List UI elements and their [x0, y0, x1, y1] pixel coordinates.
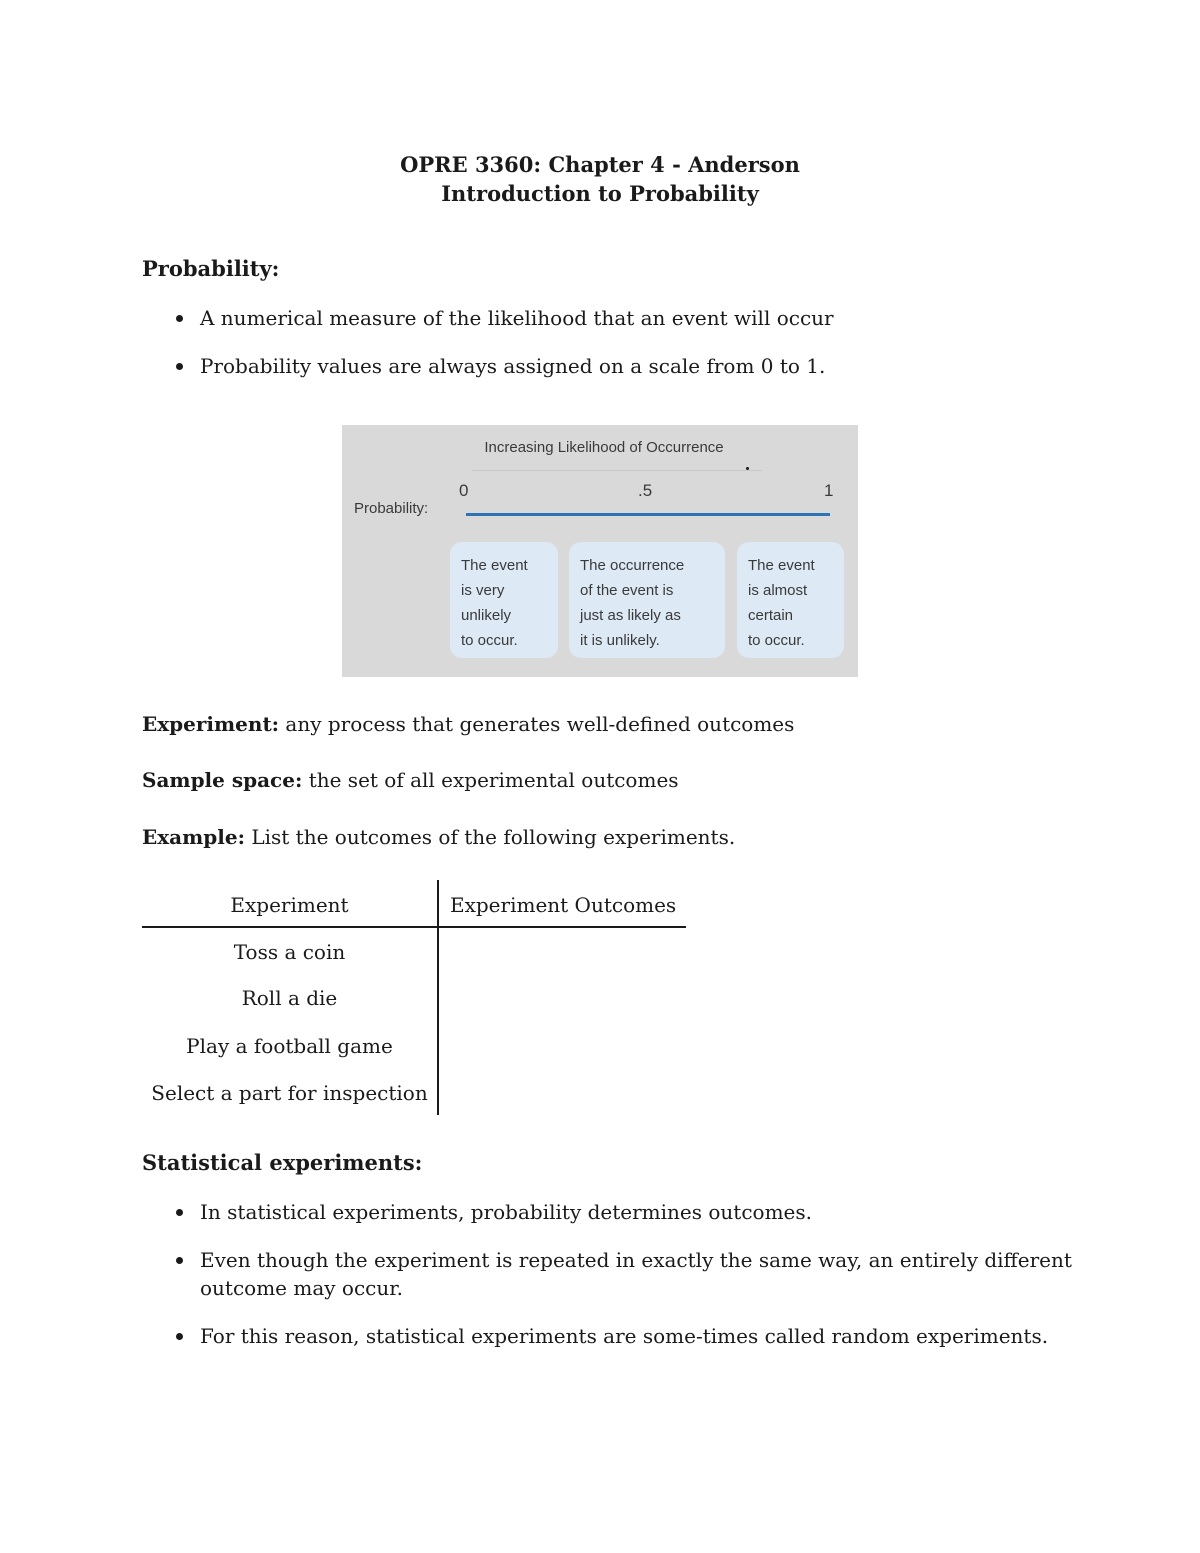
figure-tick-1: 1 — [824, 481, 834, 500]
figure-axis-label: Probability: — [354, 500, 429, 517]
title-line-1: OPRE 3360: Chapter 4 - Anderson — [400, 152, 800, 177]
box-line: of the event is — [580, 582, 674, 599]
figure-box-even — [569, 542, 725, 658]
figure-tick-half: .5 — [638, 481, 653, 500]
statistical-bullet-1: In statistical experiments, probability determines outcomes. — [176, 1198, 1076, 1226]
probability-bullet-2: Probability values are always assigned on a scale from 0 to 1. — [176, 352, 1076, 380]
table-vertical-rule — [437, 880, 439, 1115]
table-row: Play a football game — [186, 1034, 393, 1058]
example-line — [142, 825, 735, 849]
box-line: it is unlikely. — [580, 632, 660, 649]
figure-title: Increasing Likelihood of Occurrence — [484, 439, 724, 456]
title-line-2: Introduction to Probability — [441, 181, 759, 206]
table-row: Roll a die — [241, 986, 338, 1010]
experiment-definition — [142, 712, 794, 736]
box-line: The event — [748, 557, 815, 574]
figure-tick-0: 0 — [459, 481, 469, 500]
box-line: The occurrence — [580, 557, 685, 574]
figure-scale-line — [466, 513, 830, 516]
table-row: Toss a coin — [233, 940, 346, 964]
box-line: certain — [748, 607, 794, 624]
statistical-bullet-2: Even though the experiment is repeated in exactly the same way, an entirely different outcome may occur. — [176, 1246, 1076, 1302]
probability-bullet-1: A numerical measure of the likelihood that an event will occur — [176, 304, 1076, 332]
statistical-bullet-3: For this reason, statistical experiments are some-times called random experiments. — [176, 1322, 1076, 1350]
box-line: just as likely as — [580, 607, 681, 624]
figure-dot-mark — [746, 467, 749, 470]
box-line: to occur. — [461, 632, 518, 649]
box-line: The event — [461, 557, 528, 574]
table-header-rule — [142, 926, 686, 928]
sample-space-term: Sample space: — [142, 768, 303, 792]
experiment-text: any process that generates well-defined outcomes — [285, 712, 795, 736]
figure-box-unlikely — [450, 542, 558, 658]
box-line: unlikely — [461, 607, 512, 624]
sample-space-definition — [142, 768, 679, 792]
example-term: Example: — [142, 825, 245, 849]
example-text: List the outcomes of the following experiments. — [251, 825, 736, 849]
table-header-experiment: Experiment — [230, 893, 349, 917]
statistical-experiments-heading: Statistical experiments: — [142, 1150, 423, 1175]
box-line: is almost — [748, 582, 808, 599]
box-line: to occur. — [748, 632, 805, 649]
experiment-term: Experiment: — [142, 712, 280, 736]
statistical-bullet-list — [176, 1198, 1076, 1350]
probability-heading: Probability: — [142, 256, 280, 281]
table-row: Select a part for inspection — [151, 1081, 428, 1105]
probability-scale-figure — [342, 425, 858, 677]
document-title — [0, 150, 1200, 208]
figure-title-underline — [472, 470, 762, 471]
table-header-outcomes: Experiment Outcomes — [450, 893, 677, 917]
figure-box-certain — [737, 542, 844, 658]
sample-space-text: the set of all experimental outcomes — [308, 768, 679, 792]
probability-bullet-list — [176, 304, 1076, 380]
box-line: is very — [461, 582, 505, 599]
